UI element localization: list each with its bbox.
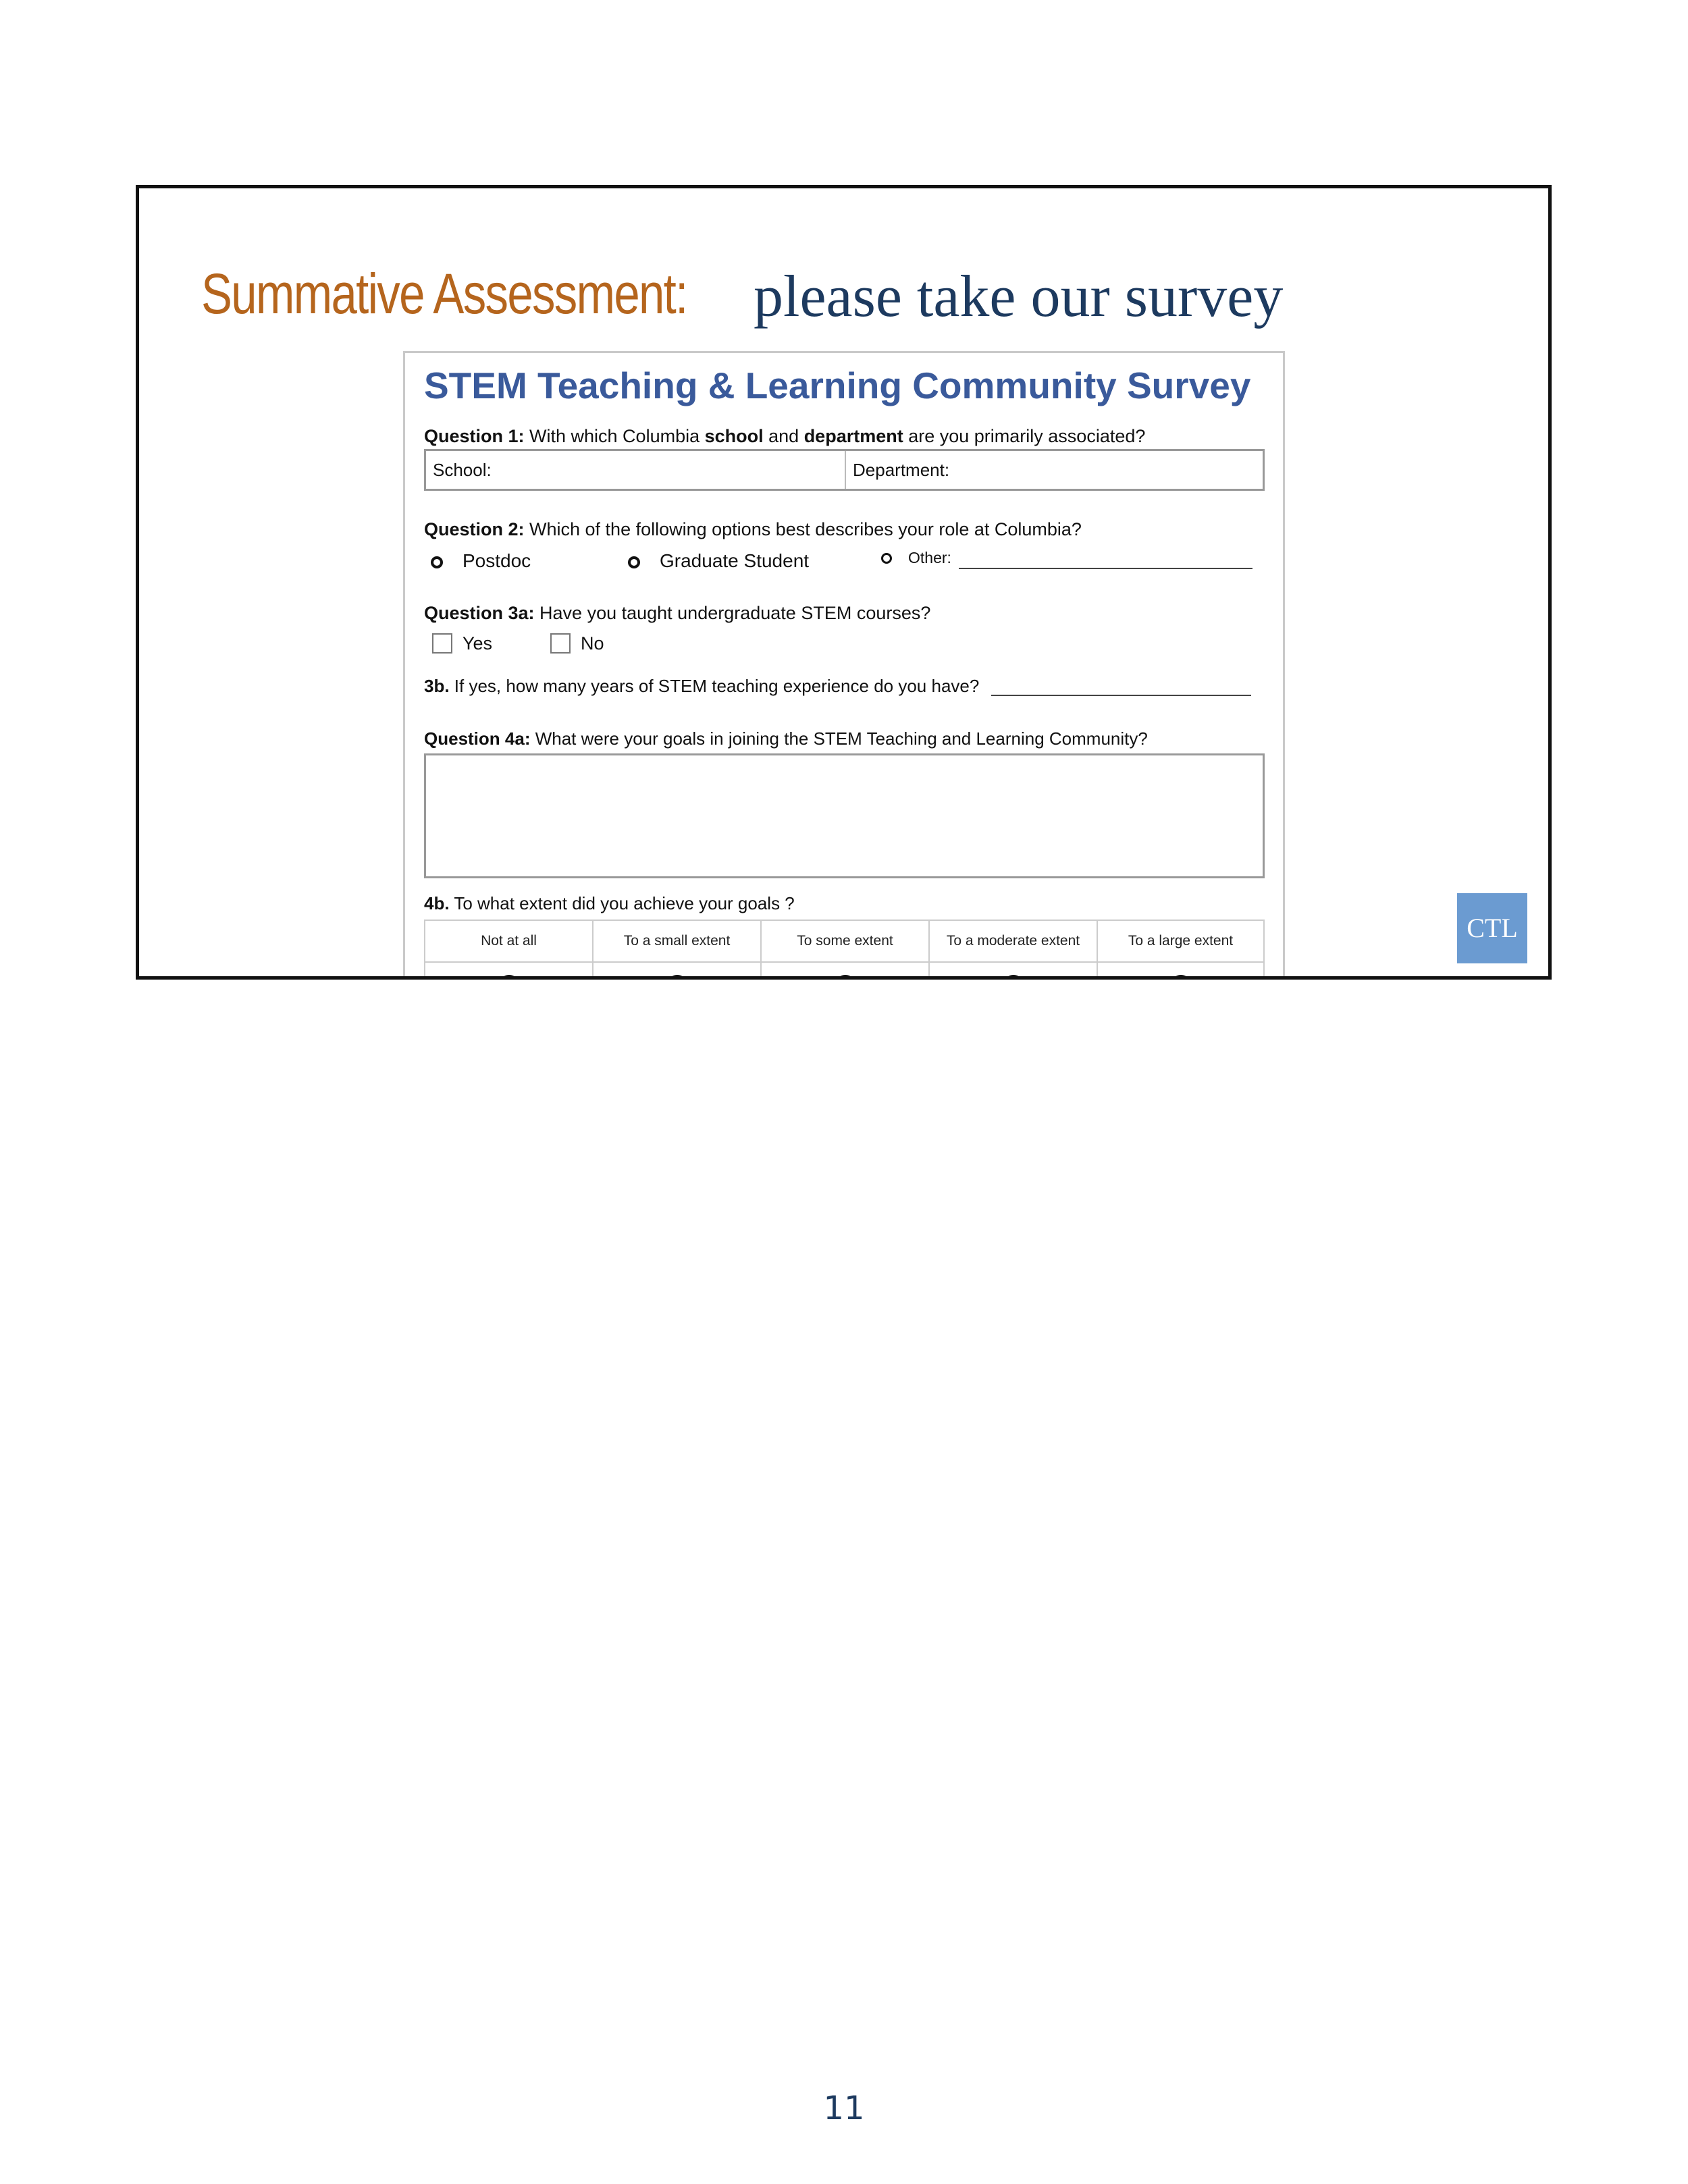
question-2 <box>424 519 1082 540</box>
scale-radio[interactable] <box>1171 975 1191 980</box>
scale-radio[interactable] <box>835 975 855 980</box>
scale-label: To some extent <box>762 921 928 963</box>
question-2-text: Which of the following options best describes your role at Columbia? <box>524 519 1082 539</box>
scale-label: To a small extent <box>594 921 760 963</box>
question-1-text-c: are you primarily associated? <box>903 426 1146 446</box>
question-4a-text: What were your goals in joining the STEM Teaching and Learning Community? <box>530 728 1148 749</box>
slide <box>136 185 1552 980</box>
question-3a <box>424 603 930 624</box>
department-field[interactable]: Department: <box>853 460 950 480</box>
postdoc-label: Postdoc <box>463 550 531 571</box>
question-3b <box>424 676 979 697</box>
question-1-bold-school: school <box>704 426 764 446</box>
question-4b-text: To what extent did you achieve your goals ? <box>449 893 795 913</box>
slide-title <box>201 261 1284 329</box>
question-4b <box>424 893 795 914</box>
graduate-student-radio[interactable] <box>628 556 640 568</box>
scale-option-not-at-all <box>425 921 594 980</box>
question-3a-label: Question 3a: <box>424 603 535 623</box>
graduate-student-label: Graduate Student <box>660 550 810 571</box>
scale-radio[interactable] <box>1003 975 1024 980</box>
other-input-line[interactable] <box>959 568 1252 569</box>
slide-title-rest: please take our survey <box>754 264 1284 329</box>
scale-label: To a large extent <box>1098 921 1263 963</box>
scale-label: To a moderate extent <box>930 921 1097 963</box>
survey-form <box>403 351 1285 980</box>
scale-radio[interactable] <box>667 975 687 980</box>
scale-option-moderate-extent <box>930 921 1098 980</box>
scale-option-some-extent <box>762 921 930 980</box>
question-4a-label: Question 4a: <box>424 728 531 749</box>
yes-label: Yes <box>463 633 493 654</box>
no-label: No <box>581 633 604 654</box>
question-1 <box>424 426 1145 447</box>
goals-textarea[interactable] <box>424 753 1265 878</box>
question-2-label: Question 2: <box>424 519 525 539</box>
question-4b-label: 4b. <box>424 893 450 913</box>
yes-checkbox[interactable] <box>432 633 452 654</box>
question-3b-label: 3b. <box>424 676 450 696</box>
school-department-fields <box>424 449 1265 491</box>
question-1-text-b: and <box>763 426 804 446</box>
scale-label: Not at all <box>425 921 592 963</box>
question-1-text-a: With which Columbia <box>524 426 705 446</box>
survey-title: STEM Teaching & Learning Community Survey <box>424 365 1251 406</box>
postdoc-radio[interactable] <box>431 556 443 568</box>
scale-radio[interactable] <box>499 975 519 980</box>
question-3b-text: If yes, how many years of STEM teaching experience do you have? <box>449 676 980 696</box>
question-1-label: Question 1: <box>424 426 525 446</box>
no-checkbox[interactable] <box>550 633 571 654</box>
page-number: 11 <box>823 2089 865 2127</box>
school-field[interactable]: School: <box>433 460 492 480</box>
other-label: Other: <box>908 549 951 566</box>
question-3a-text: Have you taught undergraduate STEM courses? <box>534 603 931 623</box>
goal-achievement-scale <box>424 920 1265 980</box>
question-1-bold-department: department <box>803 426 903 446</box>
slide-title-highlight: Summative Assessment: <box>201 262 687 325</box>
ctl-logo: CTL <box>1457 893 1527 963</box>
other-radio[interactable] <box>881 553 892 564</box>
scale-option-large-extent <box>1098 921 1263 980</box>
scale-option-small-extent <box>594 921 762 980</box>
years-input-line[interactable] <box>991 695 1251 696</box>
question-4a <box>424 728 1148 749</box>
